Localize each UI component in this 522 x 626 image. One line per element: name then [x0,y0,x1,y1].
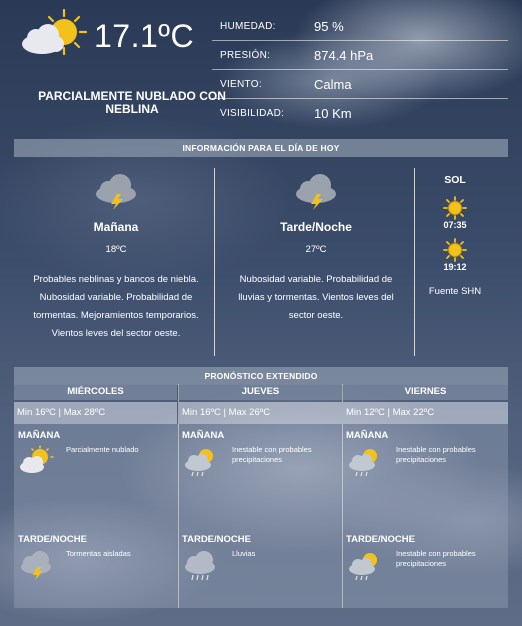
pressure-label: PRESIÓN: [220,49,271,61]
day-minmax: Min 12ºC | Max 22ºC [343,402,508,424]
day-name-wednesday: MIÉRCOLES [14,384,177,400]
day-morning [346,430,504,481]
day-minmax: Min 16ºC | Max 26ºC [179,402,342,424]
sun-source: Fuente SHN [428,286,482,297]
wind-row [212,70,508,99]
morning-desc: Parcialmente nublado [66,445,139,454]
sunset-time: 19:12 [443,262,467,272]
today-night-title: Tarde/Noche [280,220,352,234]
sun-rain-icon [346,445,396,481]
visibility-row [212,99,508,128]
sun-info [416,168,494,297]
storm-cloud-icon [24,170,208,212]
today-night [226,168,406,325]
day-night [182,534,338,585]
divider [414,168,415,356]
current-temperature: 17.1ºC [94,18,195,54]
wind-label: VIENTO: [220,78,262,90]
sunset-icon [416,238,494,262]
today-morning [24,168,208,343]
morning-desc: Inestable con probables precipitaciones [232,445,312,464]
extended-section-title: PRONÓSTICO EXTENDIDO [14,367,508,385]
sun-rain-icon [346,549,396,585]
morning-label: MAÑANA [346,430,389,441]
visibility-value: 10 Km [314,106,352,121]
pressure-row [212,41,508,70]
humidity-row [212,12,508,41]
day-night [18,534,174,585]
night-label: TARDE/NOCHE [18,534,87,545]
sun-rain-icon [182,445,232,481]
night-desc: Lluvias [232,549,256,558]
day-minmax: Min 16ºC | Max 28ºC [14,402,177,424]
today-morning-text: Probables neblinas y bancos de niebla. Nubosidad variable. Probabilidad de tormentas. Mejoramientos temporarios. Vientos leves del sector oeste. [33,274,199,339]
morning-desc: Inestable con probables precipitaciones [396,445,476,464]
sunrise-icon [416,196,494,220]
today-morning-temp: 18ºC [105,244,127,255]
night-desc: Tormentas aisladas [66,549,131,558]
current-stats [212,12,508,128]
night-desc: Inestable con probables precipitaciones [396,549,476,568]
today-night-text: Nubosidad variable. Probabilidad de lluvias y tormentas. Vientos leves del sector oeste. [238,274,394,321]
partly-cloudy-icon [18,445,66,481]
night-label: TARDE/NOCHE [182,534,251,545]
wind-value: Calma [314,76,352,92]
extended-forecast [14,384,508,608]
day-name-thursday: JUEVES [179,384,342,400]
sun-title: SOL [444,174,466,186]
visibility-label: VISIBILIDAD: [220,108,285,119]
morning-label: MAÑANA [182,430,225,441]
storm-cloud-icon [18,549,66,585]
day-morning [182,430,338,481]
humidity-label: HUMEDAD: [220,20,276,32]
partly-cloudy-icon [18,8,90,60]
storm-cloud-icon [226,170,406,212]
day-morning [18,430,174,481]
sunrise-time: 07:35 [443,220,467,230]
today-section-title: INFORMACIÓN PARA EL DÍA DE HOY [14,139,508,157]
today-morning-title: Mañana [93,220,139,234]
day-night [346,534,504,585]
pressure-value: 874.4 hPa [314,47,374,63]
divider [214,168,215,356]
morning-label: MAÑANA [18,430,61,441]
today-night-temp: 27ºC [305,244,327,255]
humidity-value: 95 % [314,18,344,34]
night-label: TARDE/NOCHE [346,534,415,545]
rain-cloud-icon [182,549,232,585]
day-name-friday: VIERNES [343,384,508,400]
current-condition: PARCIALMENTE NUBLADO CON NEBLINA [38,89,226,116]
